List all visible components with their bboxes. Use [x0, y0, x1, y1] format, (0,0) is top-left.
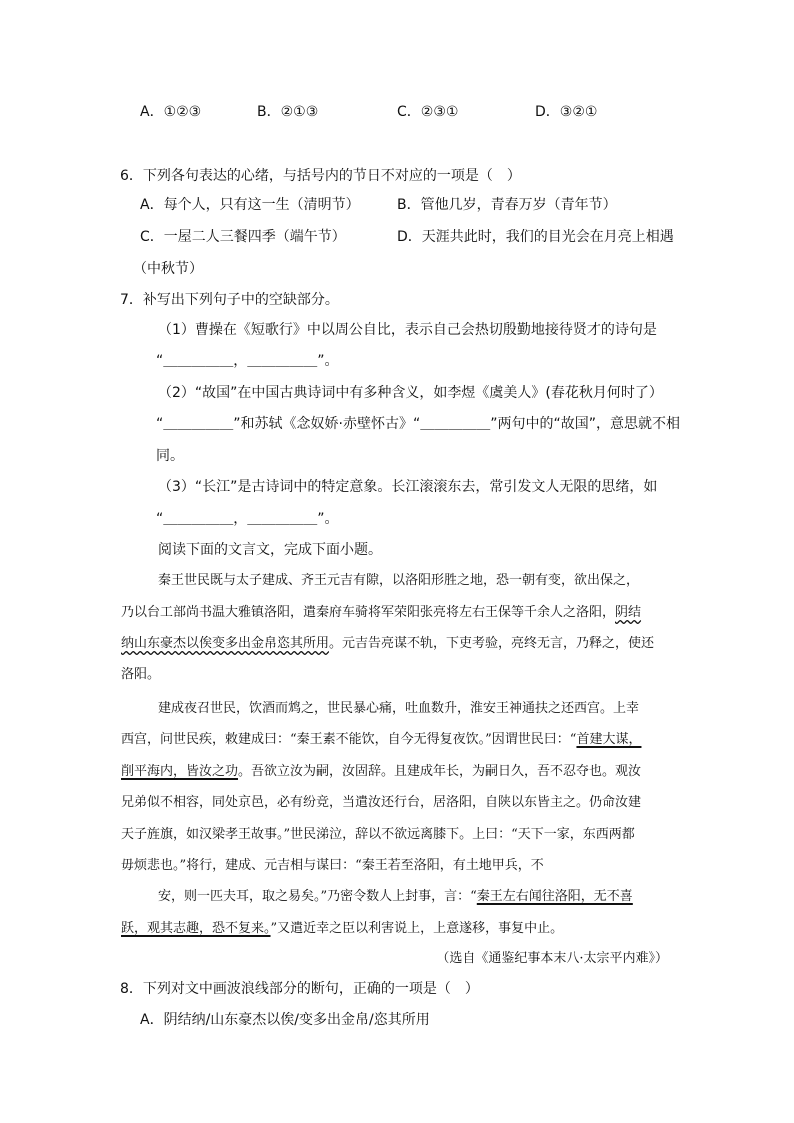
q7-item-2-cont[interactable]: “＿＿＿＿＿”和苏轼《念奴娇·赤壁怀古》“＿＿＿＿＿”两句中的“故国”，意思就不相	[156, 416, 680, 432]
q6-stem: 6．下列各句表达的心绪，与括号内的节日不对应的一项是（ ）	[120, 168, 521, 184]
q6-option-d-cont: （中秋节）	[133, 261, 203, 277]
q5-option-c[interactable]: C．②③①	[397, 104, 459, 120]
q7-item-3: （3）“长江”是古诗词中的特定意象。长江滚滚东去，常引发文人无限的思绪，如	[158, 479, 658, 495]
wavy-underline-segment: 阴结	[615, 605, 642, 620]
q7-stem: 7．补写出下列句子中的空缺部分。	[120, 292, 339, 308]
passage-p2-line8	[121, 919, 563, 939]
q8-stem: 8．下列对文中画波浪线部分的断句，正确的一项是（ ）	[120, 981, 479, 997]
reading-intro: 阅读下面的文言文，完成下面小题。	[158, 542, 382, 558]
passage-p2-line2	[121, 730, 641, 750]
q6-option-c[interactable]: C．一屋二人三餐四季（端午节）	[140, 229, 346, 245]
passage-text: ”又遣近幸之臣以利害说上，上意遂移，事复中止。	[270, 921, 564, 936]
underlined-segment: 跃，观其志趣，恐不复来。	[121, 921, 271, 936]
wavy-underline-segment: 纳山东豪杰以俟变多出金帛恣其所用	[121, 636, 330, 651]
q5-options-row	[0, 102, 794, 122]
q8-option-a[interactable]: A．阴结纳/山东豪杰以俟/变多出金帛/恣其所用	[140, 1012, 430, 1028]
q6-option-b[interactable]: B．管他几岁，青春万岁（青年节）	[397, 197, 617, 213]
q5-option-d[interactable]: D．③②①	[535, 104, 598, 120]
q7-item-3-blank[interactable]: “＿＿＿＿＿，＿＿＿＿＿”。	[156, 511, 339, 527]
underlined-segment: 首建大谋，	[576, 732, 642, 747]
passage-text: 。吾欲立汝为嗣，汝固辞。且建成年长，为嗣日久，吾不忍夺也。观汝	[238, 764, 642, 779]
q7-item-1-blank[interactable]: “＿＿＿＿＿，＿＿＿＿＿”。	[156, 353, 339, 369]
passage-source: （选自《通鉴纪事本末八·太宗平内难》）	[436, 951, 668, 966]
q7-item-1: （1）曹操在《短歌行》中以周公自比，表示自己会热切殷勤地接待贤才的诗句是	[158, 322, 657, 338]
q6-option-a[interactable]: A．每个人，只有这一生（清明节）	[140, 197, 360, 213]
passage-text: 安，则一匹夫耳，取之易矣。”乃密令数人上封事，言：“	[158, 889, 477, 904]
passage-p2-line7	[158, 887, 633, 907]
passage-p2-line3	[121, 762, 641, 782]
passage-p2-line1: 建成夜召世民，饮酒而鸩之，世民暴心痛，吐血数升，淮安王神通扶之还西宫。上幸	[158, 701, 640, 716]
passage-p1-line2	[121, 603, 641, 623]
passage-p2-line5: 天子旌旗，如汉梁孝王故事。”世民涕泣，辞以不欲远离膝下。上曰：“天下一家，东西两都	[121, 827, 635, 842]
q6-option-d[interactable]: D．天涯共此时，我们的目光会在月亮上相遇	[397, 229, 674, 245]
underlined-segment: 削平海内，皆汝之功	[121, 764, 239, 779]
passage-p2-line6: 毋烦悲也。”将行，建成、元吉相与谋曰：“秦王若至洛阳，有土地甲兵，不	[121, 858, 544, 873]
passage-p2-line4: 兄弟似不相容，同处京邑，必有纷竞，当遣汝还行台，居洛阳，自陕以东皆主之。仍命汝建	[121, 795, 642, 810]
q7-item-2: （2）“故国”在中国古典诗词中有多种含义，如李煜《虞美人》(春花秋月何时了）	[158, 385, 663, 401]
underlined-segment: 秦王左右闻往洛阳，无不喜	[476, 889, 633, 904]
passage-text: 西宫，问世民疾，敕建成曰：“秦王素不能饮，自今无得复夜饮。”因谓世民曰：“	[121, 732, 577, 747]
q5-option-b[interactable]: B．②①③	[257, 104, 319, 120]
passage-p1-line3	[121, 634, 654, 654]
q5-option-a[interactable]: A．①②③	[140, 104, 202, 120]
passage-p1-line4: 洛阳。	[121, 667, 161, 682]
passage-text: 乃以台工部尚书温大雅镇洛阳，遣秦府车骑将军荣阳张亮将左右王保等千余人之洛阳，	[121, 605, 616, 620]
passage-text: 。元吉告亮谋不轨，下吏考验，亮终无言，乃释之，使还	[329, 636, 655, 651]
passage-p1-line1: 秦王世民既与太子建成、齐王元吉有隙，以洛阳形胜之地，恐一朝有变，欲出保之，	[158, 573, 640, 588]
q7-item-2-end: 同。	[156, 448, 184, 464]
